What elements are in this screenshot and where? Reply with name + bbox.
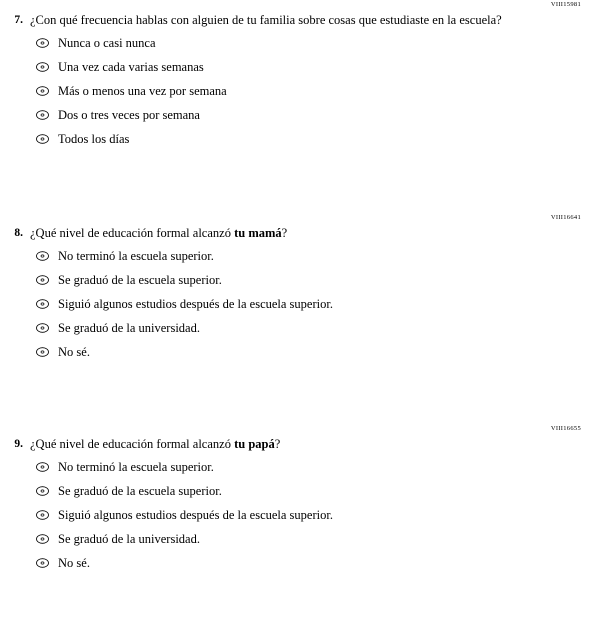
option-label: Nunca o casi nunca (58, 36, 156, 50)
option-row[interactable] (36, 35, 587, 51)
item-id-8: VIII16641 (550, 214, 581, 221)
section-spacer (0, 368, 615, 424)
question-7-heading (0, 12, 587, 28)
question-9-text-after: ? (274, 437, 281, 451)
answer-bubble-icon[interactable] (36, 347, 49, 357)
question-7-text: ¿Con qué frecuencia hablas con alguien de tu familia sobre cosas que estudiaste en la escuela? (30, 13, 502, 27)
section-spacer (0, 155, 615, 213)
option-label: Se graduó de la universidad. (58, 532, 200, 546)
option-label: Todos los días (58, 132, 130, 146)
question-8-text-after: ? (281, 226, 288, 240)
item-id-9: VIII16655 (550, 425, 581, 432)
option-label: No terminó la escuela superior. (58, 460, 214, 474)
answer-bubble-icon[interactable] (36, 134, 49, 144)
option-row[interactable] (36, 320, 587, 336)
answer-bubble-icon[interactable] (36, 510, 49, 520)
answer-bubble-icon[interactable] (36, 275, 49, 285)
option-label: Siguió algunos estudios después de la escuela superior. (58, 508, 333, 522)
option-row[interactable] (36, 555, 587, 571)
question-7-options (0, 35, 587, 147)
question-8-options (0, 248, 587, 360)
question-8-text-bold: tu mamá (234, 226, 282, 240)
option-row[interactable] (36, 131, 587, 147)
option-label: Siguió algunos estudios después de la escuela superior. (58, 297, 333, 311)
option-row[interactable] (36, 296, 587, 312)
question-9-options (0, 459, 587, 571)
answer-bubble-icon[interactable] (36, 299, 49, 309)
option-row[interactable] (36, 483, 587, 499)
option-label: No sé. (58, 556, 90, 570)
question-block-8 (0, 213, 615, 360)
option-row[interactable] (36, 59, 587, 75)
option-label: Se graduó de la universidad. (58, 321, 200, 335)
question-8-text-before: ¿Qué nivel de educación formal alcanzó (30, 226, 235, 240)
option-label: Una vez cada varias semanas (58, 60, 204, 74)
question-8-heading (0, 225, 587, 241)
option-label: Se graduó de la escuela superior. (58, 484, 222, 498)
answer-bubble-icon[interactable] (36, 110, 49, 120)
question-9-heading (0, 436, 587, 452)
answer-bubble-icon[interactable] (36, 462, 49, 472)
question-8-number: 8. (14, 227, 23, 239)
answer-bubble-icon[interactable] (36, 251, 49, 261)
option-row[interactable] (36, 83, 587, 99)
option-label: No sé. (58, 345, 90, 359)
option-row[interactable] (36, 531, 587, 547)
option-row[interactable] (36, 507, 587, 523)
answer-bubble-icon[interactable] (36, 558, 49, 568)
answer-bubble-icon[interactable] (36, 534, 49, 544)
answer-bubble-icon[interactable] (36, 323, 49, 333)
question-8-text (30, 225, 520, 241)
option-row[interactable] (36, 248, 587, 264)
question-7-number: 7. (14, 14, 23, 26)
question-9-text-bold: tu papá (234, 437, 275, 451)
option-label: Se graduó de la escuela superior. (58, 273, 222, 287)
option-row[interactable] (36, 344, 587, 360)
question-block-7 (0, 0, 615, 147)
question-9-text (30, 436, 520, 452)
question-block-9 (0, 424, 615, 571)
item-id-7: VIII15981 (550, 1, 581, 8)
answer-bubble-icon[interactable] (36, 38, 49, 48)
option-row[interactable] (36, 272, 587, 288)
option-row[interactable] (36, 459, 587, 475)
option-row[interactable] (36, 107, 587, 123)
question-9-number: 9. (14, 438, 23, 450)
option-label: No terminó la escuela superior. (58, 249, 214, 263)
option-label: Dos o tres veces por semana (58, 108, 200, 122)
question-9-text-before: ¿Qué nivel de educación formal alcanzó (30, 437, 235, 451)
answer-bubble-icon[interactable] (36, 86, 49, 96)
option-label: Más o menos una vez por semana (58, 84, 227, 98)
answer-bubble-icon[interactable] (36, 62, 49, 72)
answer-bubble-icon[interactable] (36, 486, 49, 496)
